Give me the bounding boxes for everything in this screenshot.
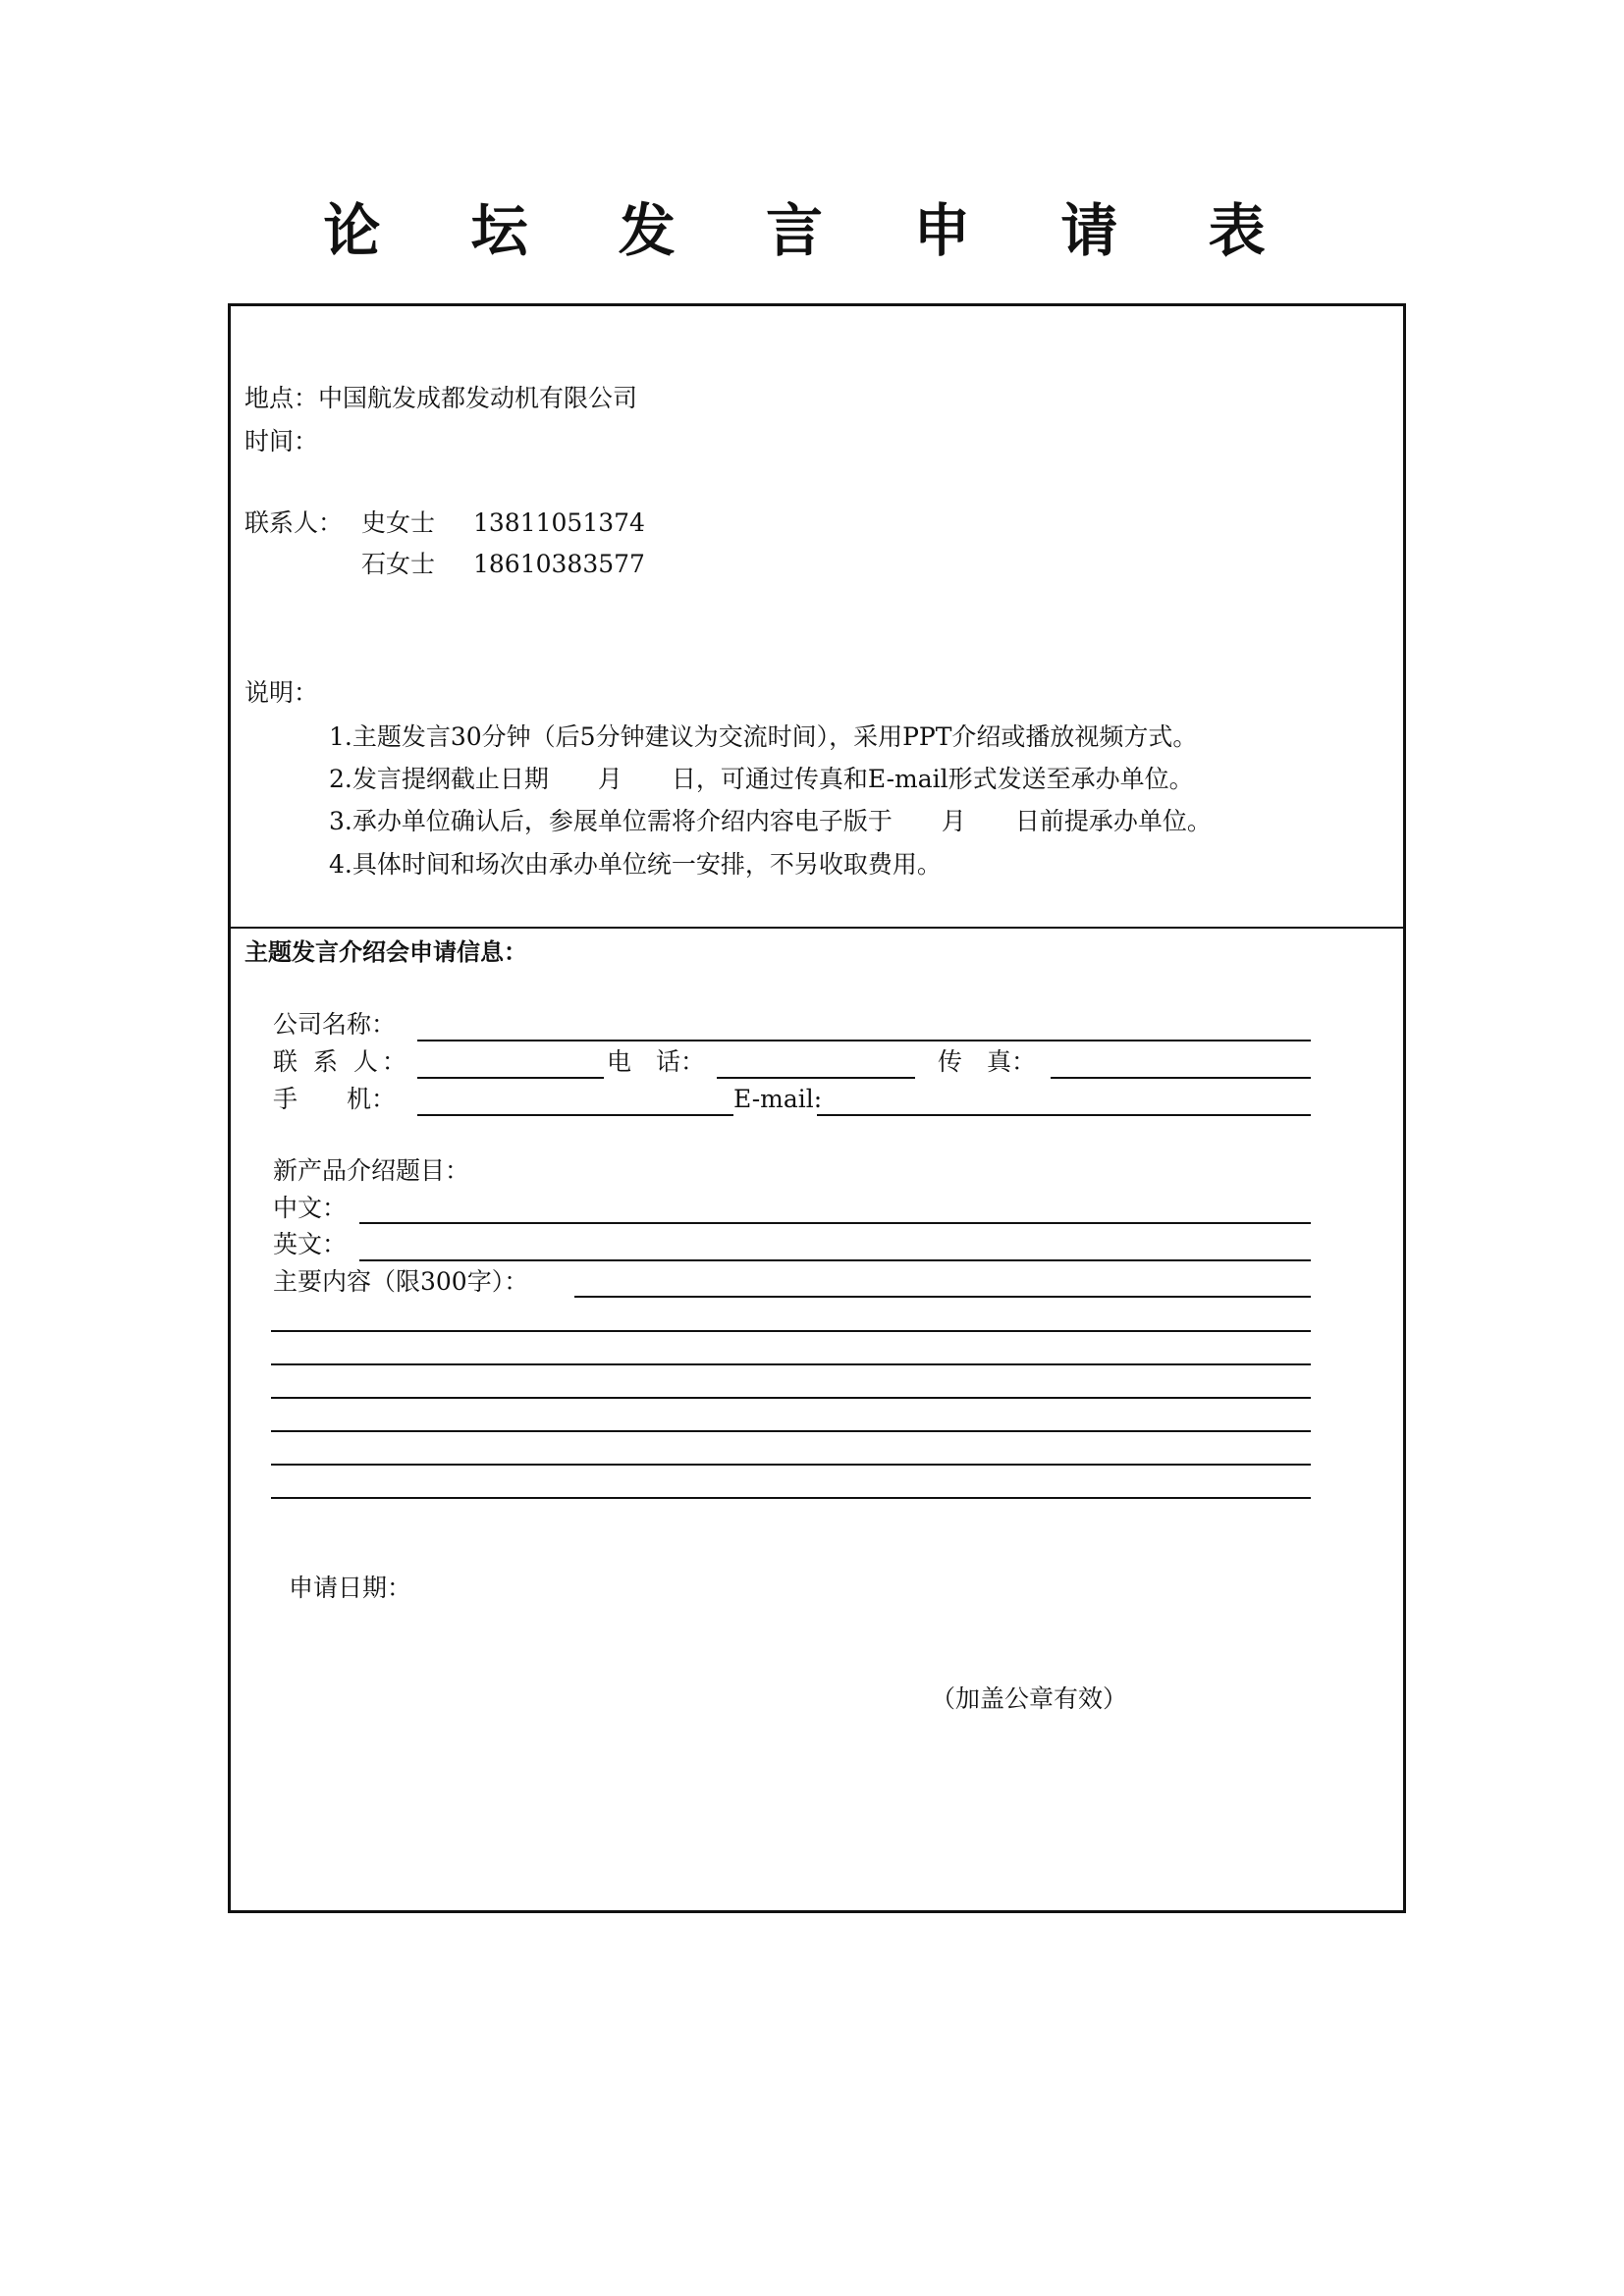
email-field[interactable]: [817, 1114, 1311, 1116]
seal-note: （加盖公章有效）: [931, 1684, 1128, 1713]
chinese-label: 中文：: [273, 1194, 348, 1222]
note-item-2: 2.发言提纲截止日期 月 日，可通过传真和E-mail形式发送至承办单位。: [329, 765, 1194, 793]
main-content-line[interactable]: [271, 1397, 1311, 1399]
note-item-1: 1.主题发言30分钟（后5分钟建议为交流时间），采用PPT介绍或播放视频方式。: [329, 722, 1198, 751]
contact-person-label: 联系人：: [244, 508, 344, 537]
notes-heading: 说明：: [244, 678, 319, 707]
form-heading: 主题发言介绍会申请信息：: [244, 938, 527, 966]
main-content-line[interactable]: [271, 1464, 1311, 1466]
phone-field[interactable]: [717, 1077, 915, 1079]
english-label: 英文：: [273, 1230, 348, 1258]
application-date-label: 申请日期：: [289, 1574, 412, 1602]
contact-phone-2: 18610383577: [473, 550, 645, 578]
product-title-label: 新产品介绍题目：: [273, 1156, 470, 1185]
chinese-title-field[interactable]: [359, 1222, 1311, 1224]
contact-field[interactable]: [417, 1077, 604, 1079]
fax-label: 传 真：: [938, 1047, 1037, 1076]
fax-field[interactable]: [1051, 1077, 1311, 1079]
main-content-line[interactable]: [271, 1497, 1311, 1499]
company-name-label: 公司名称：: [273, 1010, 397, 1039]
main-content-line[interactable]: [574, 1296, 1311, 1298]
section-divider: [228, 927, 1406, 929]
time-label: 时间：: [244, 427, 319, 455]
note-item-3: 3.承办单位确认后，参展单位需将介绍内容电子版于 月 日前提承办单位。: [329, 807, 1212, 835]
company-name-field[interactable]: [417, 1040, 1311, 1041]
main-content-line[interactable]: [271, 1330, 1311, 1332]
page-title: 论 坛 发 言 申 请 表: [323, 197, 1301, 264]
mobile-field[interactable]: [417, 1114, 733, 1116]
main-content-label: 主要内容（限300字）：: [273, 1267, 529, 1296]
contact-field-label: 联 系 人：: [273, 1047, 410, 1076]
note-item-4: 4.具体时间和场次由承办单位统一安排，不另收取费用。: [329, 850, 942, 879]
contact-name-2: 石女士: [361, 550, 436, 578]
english-title-field[interactable]: [359, 1259, 1311, 1261]
phone-label: 电 话：: [607, 1047, 706, 1076]
mobile-label: 手 机：: [273, 1085, 397, 1113]
main-content-line[interactable]: [271, 1430, 1311, 1432]
contact-phone-1: 13811051374: [473, 508, 645, 537]
contact-name-1: 史女士: [361, 508, 436, 537]
main-content-line[interactable]: [271, 1363, 1311, 1365]
location-text: 地点：中国航发成都发动机有限公司: [244, 384, 638, 412]
email-label: E-mail:: [733, 1085, 823, 1113]
